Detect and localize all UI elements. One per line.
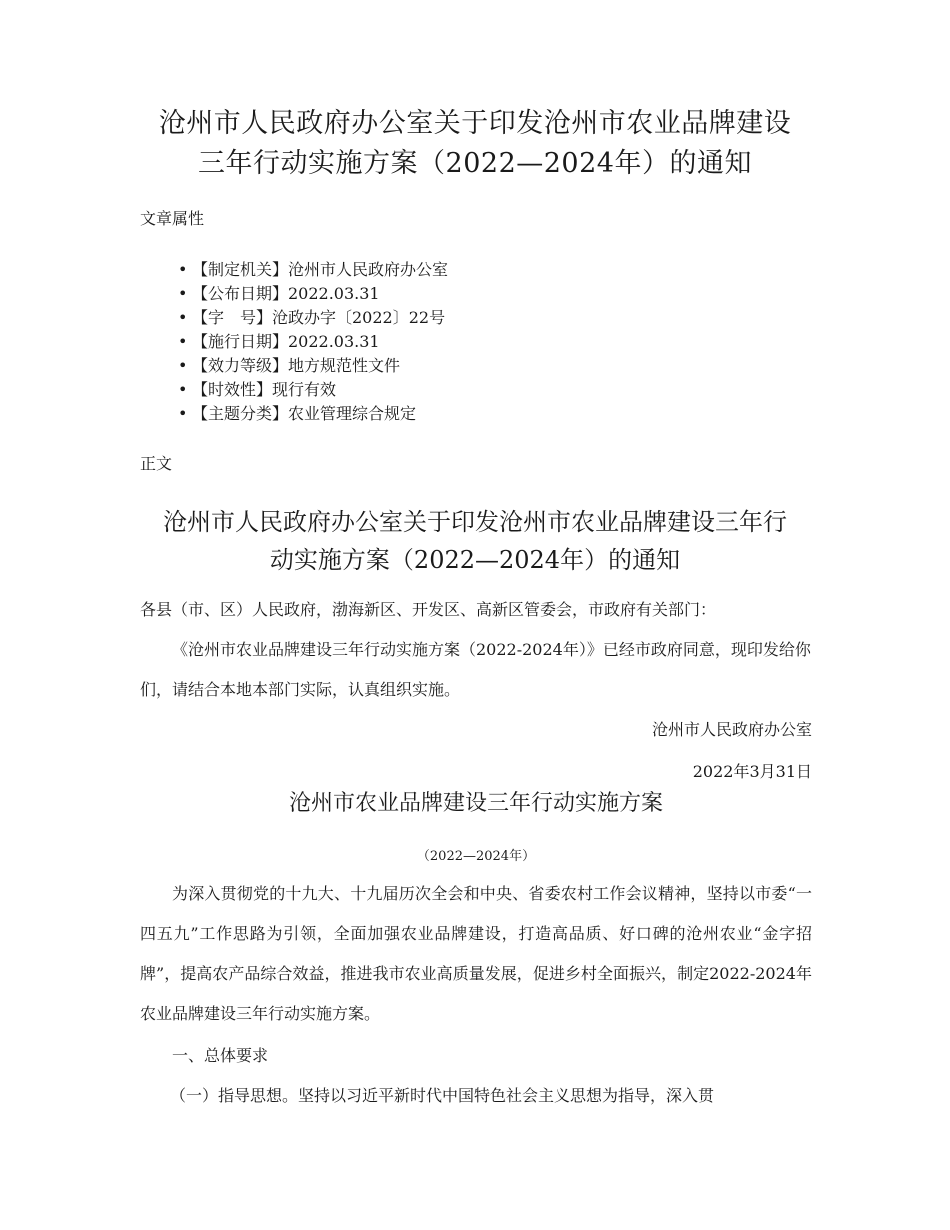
bullet-icon: • [178,284,188,303]
attributes-heading: 文章属性 [140,209,205,228]
notice-title-line-2: 动实施方案（2022—2024年）的通知 [269,546,681,574]
addressee: 各县（市、区）人民政府，渤海新区、开发区、高新区管委会，市政府有关部门： [140,600,717,619]
attribute-text: 【施行日期】2022.03.31 [192,332,380,351]
attribute-item [178,378,448,402]
notice-title [140,503,810,579]
attribute-text: 【效力等级】地方规范性文件 [192,356,401,375]
notice-body: 《沧州市农业品牌建设三年行动实施方案（2022-2024年）》已经市政府同意，现印发给你们，请结合本地本部门实际，认真组织实施。 [140,640,811,699]
attribute-item [178,282,448,306]
body-heading: 正文 [140,454,173,473]
attribute-item [178,330,448,354]
attribute-text: 【制定机关】沧州市人民政府办公室 [192,260,449,279]
attributes-list [178,258,448,426]
document-title-line-1: 沧州市人民政府办公室关于印发沧州市农业品牌建设 [158,108,792,139]
plan-years: （2022—2024年） [416,849,536,864]
attribute-text: 【时效性】现行有效 [192,380,337,399]
sub-section-paragraph: （一）指导思想。坚持以习近平新时代中国特色社会主义思想为指导，深入贯 [170,1086,715,1105]
issue-date: 2022年3月31日 [692,762,812,781]
bullet-icon: • [178,332,188,351]
attribute-text: 【主题分类】农业管理综合规定 [192,404,417,423]
signature: 沧州市人民政府办公室 [651,720,812,739]
attribute-item [178,402,448,426]
attribute-text: 【公布日期】2022.03.31 [192,284,380,303]
bullet-icon: • [178,308,188,327]
notice-title-line-1: 沧州市人民政府办公室关于印发沧州市农业品牌建设三年行 [163,508,787,536]
attribute-item [178,306,448,330]
attribute-item [178,258,448,282]
attribute-item [178,354,448,378]
bullet-icon: • [178,380,188,399]
bullet-icon: • [178,260,188,279]
attribute-text: 【字 号】沧政办字〔2022〕22号 [192,308,446,327]
intro-paragraph: 为深入贯彻党的十九大、十九届历次全会和中央、省委农村工作会议精神，坚持以市委“一四五九”工作思路为引领，全面加强农业品牌建设，打造高品质、好口碑的沧州农业“金字招牌”，提高农产品综合效益，推进我市农业高质量发展，促进乡村全面振兴，制定2022-2024年农业品牌建设三年行动实施方案。 [140,884,812,1023]
document-title [100,104,850,184]
bullet-icon: • [178,356,188,375]
section-heading: 一、总体要求 [172,1046,269,1065]
bullet-icon: • [178,404,188,423]
document-title-line-2: 三年行动实施方案（2022—2024年）的通知 [198,148,752,179]
plan-title: 沧州市农业品牌建设三年行动实施方案 [288,791,663,816]
